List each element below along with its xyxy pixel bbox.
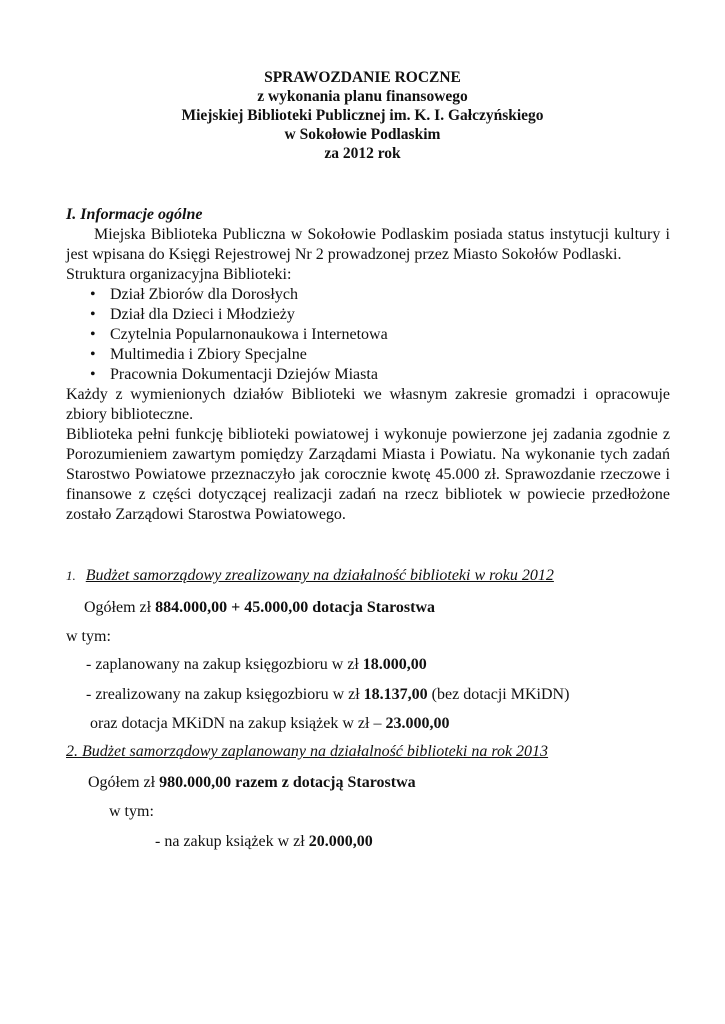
list-item: • Pracownia Dokumentacji Dziejów Miasta	[90, 366, 378, 383]
title-line-2: z wykonania planu finansowego	[257, 88, 468, 105]
general-info-section	[66, 205, 670, 525]
budget-2013-books: - na zakup książek w zł 20.000,00	[155, 833, 373, 850]
budget-2012-realized: - zrealizowany na zakup księgozbioru w zł 18.137,00 (bez dotacji MKiDN)	[86, 686, 570, 703]
county-paragraph: Biblioteka pełni funkcję biblioteki powiatowej i wykonuje powierzone jej zadania zgodnie z Porozumieniem zawartym pomiędzy Zarządami Miasta i Powiatu. Na wykonanie tych zadań Starostwo Powiatowe przeznaczyło jak corocznie kwotę 45.000 zł. Sprawozdanie rzeczowe i finansowe z części dotyczącej realizacji zadań na rzecz bibliotek w powiecie przedłożone zostało Zarządowi Starostwa Powiatowego.	[66, 426, 670, 523]
budget-2013-heading: 2. Budżet samorządowy zaplanowany na działalność biblioteki na rok 2013	[66, 743, 549, 760]
department-list	[66, 285, 670, 385]
budget-2013-in-that: w tym:	[109, 803, 154, 820]
list-item: • Czytelnia Popularnonaukowa i Internetowa	[90, 326, 388, 343]
bullet-icon: •	[90, 306, 96, 323]
general-info-heading: I. Informacje ogólne	[66, 206, 203, 223]
title-line-3: Miejskiej Biblioteki Publicznej im. K. I. Gałczyńskiego	[181, 107, 544, 124]
budget-2012-planned: - zaplanowany na zakup księgozbioru w zł 18.000,00	[86, 656, 427, 673]
bullet-icon: •	[90, 366, 96, 383]
budget-2013-total: Ogółem zł 980.000,00 razem z dotacją Starostwa	[88, 774, 416, 791]
budget-2012-number: 1.	[66, 568, 76, 583]
title-line-5: za 2012 rok	[324, 145, 401, 162]
structure-label: Struktura organizacyjna Biblioteki:	[66, 266, 292, 283]
list-item: • Dział dla Dzieci i Młodzieży	[90, 306, 295, 323]
budget-2012-in-that: w tym:	[66, 628, 111, 645]
bullet-icon: •	[90, 346, 96, 363]
title-line-4: w Sokołowie Podlaskim	[284, 126, 441, 143]
title-line-1: SPRAWOZDANIE ROCZNE	[264, 69, 461, 86]
budget-2012-heading: 1. Budżet samorządowy zrealizowany na działalność biblioteki w roku 2012	[66, 567, 554, 584]
list-item: • Multimedia i Zbiory Specjalne	[90, 346, 307, 363]
bullet-icon: •	[90, 326, 96, 343]
budget-2012-grant: oraz dotacja MKiDN na zakup książek w zł – 23.000,00	[90, 715, 450, 732]
collects-paragraph: Każdy z wymienionych działów Biblioteki we własnym zakresie gromadzi i opracowuje zbiory biblioteczne.	[66, 386, 670, 423]
general-info-intro: Miejska Biblioteka Publiczna w Sokołowie Podlaskim posiada status instytucji kultury i jest wpisana do Księgi Rejestrowej Nr 2 prowadzonej przez Miasto Sokołów Podlaski.	[66, 226, 670, 263]
budget-2012-total: Ogółem zł 884.000,00 + 45.000,00 dotacja Starostwa	[84, 599, 436, 616]
report-title	[0, 68, 725, 163]
list-item: • Dział Zbiorów dla Dorosłych	[90, 286, 298, 303]
bullet-icon: •	[90, 286, 96, 303]
